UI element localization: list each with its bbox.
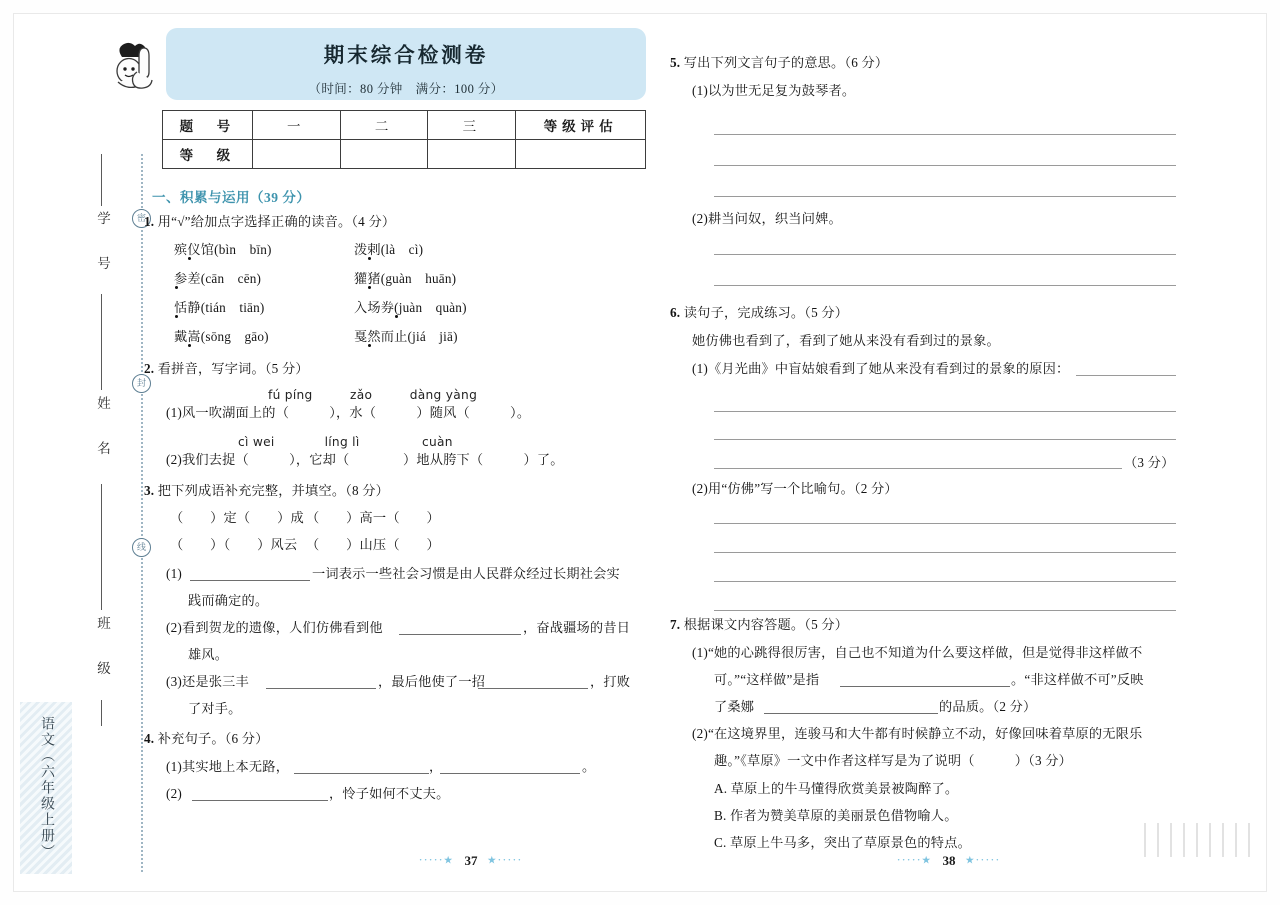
- q1-item-3-left: 恬静(tián tiān): [174, 300, 265, 315]
- q4-number: 4.: [144, 731, 155, 746]
- q6-sub2: (2)用“仿佛”写一个比喻句。（2 分）: [692, 481, 898, 496]
- q6-sub2-answer-line[interactable]: [714, 552, 1176, 553]
- book-title-band: [20, 702, 72, 874]
- q5-sub1-answer-line[interactable]: [714, 134, 1176, 135]
- exam-meta: （时间：80 分钟 满分：100 分）: [308, 82, 504, 96]
- grade-table: [162, 110, 646, 169]
- q7-sub2-line1: (2)“在这境界里，连骏马和大牛都有时候静立不动，好像回味着草原的无限乐: [692, 726, 1143, 741]
- q4-sub2-prefix: (2): [166, 786, 182, 801]
- q7-sub1-line3-a: 了桑娜: [714, 699, 755, 714]
- page-number-right: 38: [942, 853, 956, 868]
- student-mascot-icon: [88, 40, 174, 106]
- q2-blank-line-2[interactable]: (2)我们去捉（ ），它却（ ）地从胯下（ ）了。: [166, 452, 564, 467]
- q3-idiom-2-right[interactable]: （ ）山压（ ）: [306, 537, 440, 552]
- table-row: [163, 111, 646, 140]
- q3-sub1-text-cont: 践而确定的。: [188, 593, 269, 608]
- seal-stamp-icon: 线: [132, 538, 151, 557]
- q4-sub2-blank[interactable]: [192, 800, 328, 801]
- q1-item-4-left: 戴嵩(sōng gāo): [174, 329, 269, 344]
- q1-item-1-left: 殡仪馆(bìn bīn): [174, 242, 272, 257]
- q7-sub1-blank-1[interactable]: [840, 686, 1010, 687]
- q7-text: 根据课文内容答题。（5 分）: [683, 617, 849, 632]
- q2-pinyin-1: fú píng zǎo dàng yàng: [268, 388, 478, 402]
- q2-pinyin-2: cì wei líng lì cuàn: [238, 435, 453, 449]
- q6-sub1-answer-line[interactable]: [714, 439, 1176, 440]
- q5-text: 写出下列文言句子的意思。（6 分）: [683, 55, 889, 70]
- q2-text: 看拼音，写字词。（5 分）: [157, 361, 309, 376]
- q4-sub2-text: ，怜子如何不丈夫。: [329, 786, 450, 801]
- q2-blank-line-1[interactable]: (1)风一吹湖面上的（ ），水（ ）随风（ ）。: [166, 405, 531, 420]
- emphasis-dot-icon: [188, 344, 191, 347]
- q6-sub1-answer-line[interactable]: [714, 468, 1122, 469]
- q1-item-3-right: 入场券(juàn quàn): [354, 300, 467, 315]
- q3-idiom-1-left[interactable]: （ ）定（ ）成: [170, 510, 304, 525]
- star-decoration-right: ★·····: [487, 855, 523, 865]
- q6-sub1-blank-inline[interactable]: [1076, 375, 1176, 376]
- q5-sub1-answer-line[interactable]: [714, 196, 1176, 197]
- student-id-label: 学 号: [95, 211, 110, 279]
- q4-sub1-comma: ，: [429, 759, 443, 774]
- footer-left: [366, 853, 576, 869]
- col-header-2: 二: [340, 111, 428, 140]
- class-label: 班 级: [95, 616, 110, 684]
- q3-sub3-text-b: ，最后他使了一招: [378, 674, 486, 689]
- emphasis-dot-icon: [175, 286, 178, 289]
- row-header-question-no: 题 号: [163, 111, 253, 140]
- q4-sub1-blank-2[interactable]: [440, 773, 580, 774]
- right-column: [654, 14, 1194, 891]
- q7-sub2-line2[interactable]: 趣。”《草原》一文中作者这样写是为了说明（ ）（3 分）: [714, 753, 1073, 768]
- q2-stem: [144, 362, 309, 375]
- star-decoration-right: ★·····: [965, 855, 1001, 865]
- q3-sub2-text: (2)看到贺龙的遗像，人们仿佛看到他: [166, 620, 383, 635]
- emphasis-dot-icon: [368, 344, 371, 347]
- q4-sub1-period: 。: [582, 759, 596, 774]
- q7-sub1-line1: (1)“她的心跳得很厉害，自己也不知道为什么要这样做，但是觉得非这样做不: [692, 645, 1143, 660]
- q6-sub1: (1)《月光曲》中盲姑娘看到了她从来没有看到过的景象的原因：: [692, 361, 1070, 376]
- section-heading-1: 一、积累与运用（39 分）: [152, 190, 311, 205]
- q5-stem: [670, 56, 888, 69]
- q6-number: 6.: [670, 305, 681, 320]
- emphasis-dot-icon: [395, 315, 398, 318]
- emphasis-dot-icon: [368, 257, 371, 260]
- q3-sub3-blank-2[interactable]: [478, 688, 588, 689]
- q6-quote: 她仿佛也看到了，看到了她从来没有看到过的景象。: [692, 333, 1000, 348]
- star-decoration-left: ·····★: [897, 855, 933, 865]
- grade-cell-2[interactable]: [340, 140, 428, 169]
- q6-sub1-answer-line[interactable]: [714, 411, 1176, 412]
- q5-sub1-answer-line[interactable]: [714, 165, 1176, 166]
- row-header-grade: 等 级: [163, 140, 253, 169]
- q4-sub1-text: (1)其实地上本无路，: [166, 759, 290, 774]
- q1-item-2-right: 獾猪(guàn huān): [354, 271, 457, 286]
- q7-stem: [670, 618, 848, 631]
- q3-sub3-text: (3)还是张三丰: [166, 674, 249, 689]
- q5-sub1: (1)以为世无足复为鼓琴者。: [692, 83, 856, 98]
- q3-sub1-text: 一词表示一些社会习惯是由人民群众经过长期社会实: [312, 566, 620, 581]
- paper-sheet: [14, 14, 1266, 891]
- grade-cell-3[interactable]: [428, 140, 516, 169]
- q7-sub1-line2-b: 。“非这样做不可”反映: [1011, 672, 1144, 687]
- q1-stem: [144, 215, 395, 228]
- emphasis-dot-icon: [368, 286, 371, 289]
- title-banner: [166, 28, 646, 100]
- q7-option-a[interactable]: A. 草原上的牛马懂得欣赏美景被陶醉了。: [714, 781, 959, 796]
- table-row: [163, 140, 646, 169]
- q1-item-1-right: 泼剌(là cì): [354, 242, 424, 257]
- left-column: [66, 14, 646, 891]
- q1-item-4-right: 戛然而止(jiá jiā): [354, 329, 458, 344]
- emphasis-dot-icon: [188, 257, 191, 260]
- col-header-1: 一: [252, 111, 340, 140]
- q3-stem: [144, 484, 389, 497]
- student-name-label: 姓 名: [95, 396, 110, 464]
- q6-sub2-answer-line[interactable]: [714, 523, 1176, 524]
- q3-number: 3.: [144, 483, 155, 498]
- q3-sub2-text-b: ，奋战疆场的昔日: [523, 620, 631, 635]
- q6-text: 读句子，完成练习。（5 分）: [683, 305, 849, 320]
- q5-sub2: (2)耕当问奴，织当问婢。: [692, 211, 842, 226]
- q3-sub3-text-cont: 了对手。: [188, 701, 242, 716]
- seal-stamp-icon: 密: [132, 209, 151, 228]
- q6-stem: [670, 306, 848, 319]
- q3-idiom-1-right[interactable]: （ ）高一（ ）: [306, 510, 440, 525]
- q2-number: 2.: [144, 361, 155, 376]
- scan-artifact: [1144, 823, 1260, 857]
- page-number-left: 37: [464, 853, 478, 868]
- q7-number: 7.: [670, 617, 681, 632]
- q5-sub2-answer-line[interactable]: [714, 285, 1176, 286]
- page-title: 期末综合检测卷: [323, 44, 489, 67]
- grade-cell-1[interactable]: [252, 140, 340, 169]
- q3-sub3-text-c: ，打败: [590, 674, 631, 689]
- q7-sub1-blank-2[interactable]: [764, 713, 938, 714]
- q3-sub1-answer-blank[interactable]: [190, 580, 310, 581]
- q3-sub2-text-cont: 雄风。: [188, 647, 229, 662]
- q3-idiom-2-left[interactable]: （ ）（ ）风云: [170, 537, 298, 552]
- q4-text: 补充句子。（6 分）: [157, 731, 269, 746]
- col-header-evaluation: 等级评估: [516, 111, 646, 140]
- q4-stem: [144, 732, 269, 745]
- q3-sub2-answer-blank[interactable]: [399, 634, 521, 635]
- q3-sub1-prefix: (1): [166, 566, 182, 581]
- grade-cell-evaluation[interactable]: [516, 140, 646, 169]
- star-decoration-left: ·····★: [419, 855, 455, 865]
- q1-text: 用“√”给加点字选择正确的读音。（4 分）: [157, 214, 396, 229]
- q7-sub1-line3-b: 的品质。（2 分）: [939, 699, 1037, 714]
- q6-sub2-answer-line[interactable]: [714, 581, 1176, 582]
- q1-number: 1.: [144, 214, 155, 229]
- q7-sub1-line2-a: 可。”“这样做”是指: [714, 672, 820, 687]
- q6-sub1-points: （3 分）: [1124, 455, 1175, 470]
- q5-sub2-answer-line[interactable]: [714, 254, 1176, 255]
- q3-text: 把下列成语补充完整，并填空。（8 分）: [157, 483, 390, 498]
- q4-sub1-blank-1[interactable]: [294, 773, 429, 774]
- seal-stamp-icon: 封: [132, 374, 151, 393]
- book-title: 语文（六年级上册）: [39, 716, 54, 860]
- q6-sub2-answer-line[interactable]: [714, 610, 1176, 611]
- q5-number: 5.: [670, 55, 681, 70]
- col-header-3: 三: [428, 111, 516, 140]
- q7-option-c[interactable]: C. 草原上牛马多，突出了草原景色的特点。: [714, 835, 971, 850]
- q1-item-2-left: 参差(cān cēn): [174, 271, 262, 286]
- footer-right: [844, 853, 1054, 869]
- q3-sub3-blank-1[interactable]: [266, 688, 376, 689]
- q7-option-b[interactable]: B. 作者为赞美草原的美丽景色借物喻人。: [714, 808, 958, 823]
- emphasis-dot-icon: [175, 315, 178, 318]
